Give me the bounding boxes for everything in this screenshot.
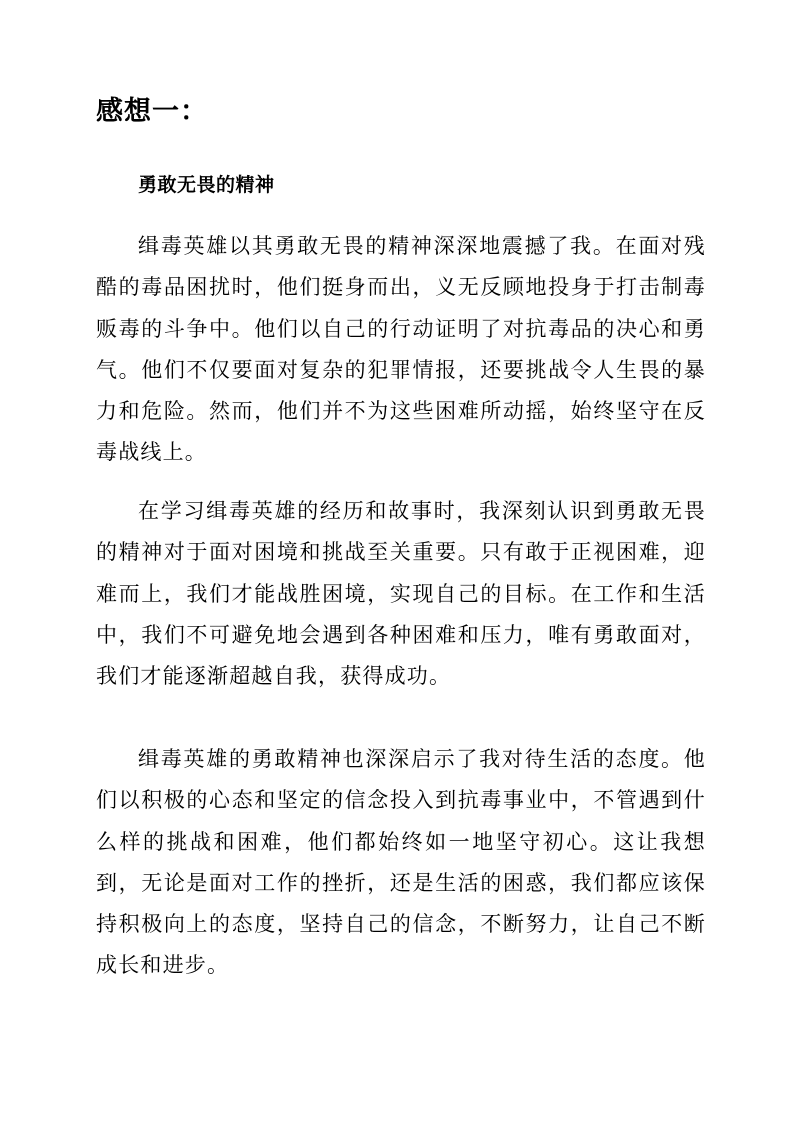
paragraph-1: 缉毒英雄以其勇敢无畏的精神深深地震撼了我。在面对残酷的毒品困扰时，他们挺身而出，义无反顾地投身于打击制毒贩毒的斗争中。他们以自己的行动证明了对抗毒品的决心和勇气。他们不仅要面对复杂的犯罪情报，还要挑战令人生畏的暴力和危险。然而，他们并不为这些困难所动摇，始终坚守在反毒战线上。 (96, 234, 706, 465)
paragraph-3: 缉毒英雄的勇敢精神也深深启示了我对待生活的态度。他们以积极的心态和坚定的信念投入到抗毒事业中，不管遇到什么样的挑战和困难，他们都始终如一地坚守初心。这让我想到，无论是面对工作的挫折，还是生活的困惑，我们都应该保持积极向上的态度，坚持自己的信念，不断努力，让自己不断成长和进步。 (96, 747, 706, 978)
page-title: 感想一： (96, 96, 208, 127)
section-subtitle: 勇敢无畏的精神 (138, 174, 275, 196)
paragraph-2: 在学习缉毒英雄的经历和故事时，我深刻认识到勇敢无畏的精神对于面对困境和挑战至关重要。只有敢于正视困难，迎难而上，我们才能战胜困境，实现自己的目标。在工作和生活中，我们不可避免地会遇到各种困难和压力，唯有勇敢面对，我们才能逐渐超越自我，获得成功。 (96, 499, 706, 689)
